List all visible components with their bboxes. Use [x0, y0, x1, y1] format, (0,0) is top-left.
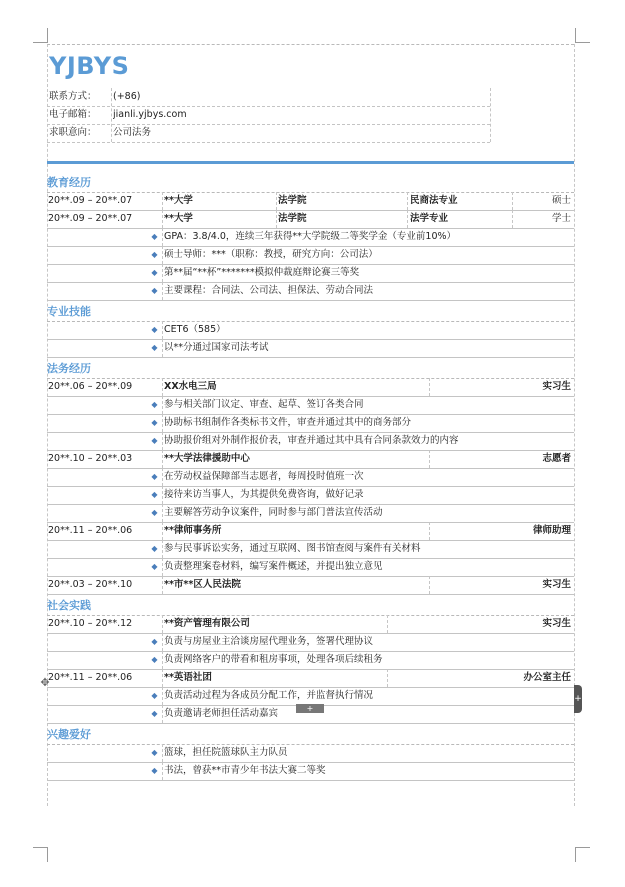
diamond-bullet-icon: ◆: [151, 544, 158, 553]
entry-divider: [162, 378, 163, 396]
contact-row: [47, 124, 574, 142]
entry-divider: [162, 192, 163, 210]
section-title-skills: 专业技能: [47, 305, 91, 318]
header-divider: [47, 161, 574, 164]
bullet-row: [47, 414, 574, 432]
bullet-text: 协助报价组对外制作报价表，审查并通过其中具有合同条款效力的内容: [164, 435, 459, 446]
bullet-text: 在劳动权益保障部当志愿者，每周投时值班一次: [164, 471, 364, 482]
bullet-text: 负责邀请老师担任活动嘉宾: [164, 708, 279, 719]
entry-divider: [162, 615, 163, 633]
bullet-row: [47, 540, 574, 558]
bullet-row: [47, 396, 574, 414]
diamond-bullet-icon: ◆: [151, 418, 158, 427]
contact-value[interactable]: 公司法务: [113, 127, 152, 138]
contact-row: [47, 106, 574, 124]
bullet-text: CET6（585）: [164, 324, 226, 335]
section-title-hobbies: 兴趣爱好: [47, 728, 91, 741]
degree: 学士: [551, 213, 571, 224]
bullet-row: [47, 687, 574, 705]
bullet-divider: [162, 486, 163, 504]
role: 实习生: [542, 618, 571, 629]
bullet-text: GPA：3.8/4.0，连续三年获得**大学院级二等奖学金（专业前10%）: [164, 231, 457, 242]
bullet-row: [47, 633, 574, 651]
role: 办公室主任: [523, 672, 571, 683]
role: 律师助理: [532, 525, 571, 536]
organization: **市**区人民法院: [164, 579, 241, 590]
entry-divider: [276, 192, 277, 210]
contact-label: 电子邮箱：: [49, 109, 97, 120]
bullet-divider: [162, 651, 163, 669]
diamond-bullet-icon: ◆: [151, 286, 158, 295]
organization: **英语社团: [164, 672, 212, 683]
entry-divider: [162, 450, 163, 468]
organization: **律师事务所: [164, 525, 222, 536]
entry-divider: [276, 210, 277, 228]
diamond-bullet-icon: ◆: [151, 400, 158, 409]
bullet-divider: [162, 264, 163, 282]
section-title-education: 教育经历: [47, 176, 91, 189]
insert-row-icon[interactable]: +: [296, 704, 324, 713]
entry-divider: [162, 210, 163, 228]
entry-divider: [407, 210, 408, 228]
organization: **大学法律援助中心: [164, 453, 250, 464]
entry-divider: [512, 210, 513, 228]
entry-divider: [387, 669, 388, 687]
bullet-row: [47, 246, 574, 264]
entry-date: 20**.06 – 20**.09: [48, 381, 133, 392]
bullet-row: [47, 651, 574, 669]
diamond-bullet-icon: ◆: [151, 748, 158, 757]
contact-divider: [111, 88, 112, 142]
bullet-text: 接待来访当事人，为其提供免费咨询，做好记录: [164, 489, 364, 500]
bullet-text: 负责整理案卷材料，编写案件概述，并提出独立意见: [164, 561, 383, 572]
crop-mark-bottom-right: [575, 847, 590, 862]
bullet-row: [47, 339, 574, 357]
entry-divider: [429, 450, 430, 468]
table-resize-handle-icon[interactable]: +: [574, 685, 582, 713]
bullet-divider: [162, 558, 163, 576]
section-title-social: 社会实践: [47, 599, 91, 612]
page-top-border: [47, 44, 574, 45]
entry-date: 20**.03 – 20**.10: [48, 579, 133, 590]
bullet-divider: [162, 321, 163, 339]
bullet-text: 负责活动过程为各成员分配工作，并监督执行情况: [164, 690, 374, 701]
entry-row: [47, 450, 574, 468]
bullet-text: 书法，曾获**市青少年书法大赛二等奖: [164, 765, 326, 776]
major-name: 法学专业: [410, 213, 449, 224]
degree: 硕士: [551, 195, 571, 206]
bullet-divider: [162, 744, 163, 762]
entry-divider: [407, 192, 408, 210]
diamond-bullet-icon: ◆: [151, 343, 158, 352]
bullet-divider: [162, 540, 163, 558]
diamond-bullet-icon: ◆: [151, 472, 158, 481]
entry-date: 20**.10 – 20**.12: [48, 618, 133, 629]
row-line: [47, 723, 574, 724]
bullet-row: [47, 321, 574, 339]
role: 实习生: [542, 381, 571, 392]
entry-row: [47, 192, 574, 210]
section-title-legal: 法务经历: [47, 362, 91, 375]
diamond-bullet-icon: ◆: [151, 691, 158, 700]
bullet-row: [47, 432, 574, 450]
entry-date: 20**.11 – 20**.06: [48, 672, 133, 683]
bullet-text: 主要解答劳动争议案件，同时参与部门普法宣传活动: [164, 507, 383, 518]
diamond-bullet-icon: ◆: [151, 268, 158, 277]
resume-page: [47, 44, 574, 806]
bullet-text: 第**届“**杯”*******模拟仲裁庭辩论赛三等奖: [164, 267, 360, 278]
contact-right: [490, 88, 491, 142]
bullet-row: [47, 282, 574, 300]
bullet-divider: [162, 339, 163, 357]
diamond-bullet-icon: ◆: [151, 232, 158, 241]
row-line: [47, 780, 574, 781]
entry-divider: [162, 669, 163, 687]
crop-mark-bottom-left: [33, 847, 48, 862]
entry-row: [47, 522, 574, 540]
bullet-row: [47, 504, 574, 522]
entry-date: 20**.09 – 20**.07: [48, 195, 133, 206]
diamond-bullet-icon: ◆: [151, 766, 158, 775]
entry-date: 20**.10 – 20**.03: [48, 453, 133, 464]
bullet-row: [47, 762, 574, 780]
entry-row: [47, 669, 574, 687]
bullet-divider: [162, 504, 163, 522]
entry-divider: [162, 576, 163, 594]
row-line: [47, 300, 574, 301]
major-name: 民商法专业: [410, 195, 458, 206]
resume-name: YJBYS: [49, 52, 130, 80]
table-move-handle-icon[interactable]: ✥: [40, 676, 50, 689]
bullet-text: 参与相关部门议定、审查、起草、签订各类合同: [164, 399, 364, 410]
crop-mark-top-left: [33, 28, 48, 43]
contact-row: [47, 88, 574, 106]
contact-value[interactable]: (+86): [113, 91, 141, 102]
role: 实习生: [542, 579, 571, 590]
bullet-divider: [162, 396, 163, 414]
diamond-bullet-icon: ◆: [151, 490, 158, 499]
entry-date: 20**.11 – 20**.06: [48, 525, 133, 536]
row-line: [47, 357, 574, 358]
diamond-bullet-icon: ◆: [151, 637, 158, 646]
college-name: 法学院: [278, 195, 307, 206]
bullet-text: 协助标书组制作各类标书文件，审查并通过其中的商务部分: [164, 417, 412, 428]
entry-row: [47, 576, 574, 594]
role: 志愿者: [542, 453, 571, 464]
bullet-divider: [162, 705, 163, 723]
contact-label: 联系方式：: [49, 91, 97, 102]
crop-mark-top-right: [575, 28, 590, 43]
row-line: [47, 594, 574, 595]
bullet-divider: [162, 633, 163, 651]
bullet-row: [47, 264, 574, 282]
bullet-text: 主要课程：合同法、公司法、担保法、劳动合同法: [164, 285, 374, 296]
diamond-bullet-icon: ◆: [151, 655, 158, 664]
bullet-row: [47, 228, 574, 246]
school-name: **大学: [164, 213, 193, 224]
bullet-divider: [162, 282, 163, 300]
college-name: 法学院: [278, 213, 307, 224]
diamond-bullet-icon: ◆: [151, 325, 158, 334]
bullet-text: 硕士导师：***（职称：教授，研究方向：公司法）: [164, 249, 378, 260]
entry-divider: [387, 615, 388, 633]
bullet-row: [47, 558, 574, 576]
bullet-row: [47, 468, 574, 486]
entry-divider: [162, 522, 163, 540]
organization: **资产管理有限公司: [164, 618, 250, 629]
entry-divider: [429, 576, 430, 594]
bullet-text: 以**分通过国家司法考试: [164, 342, 269, 353]
entry-divider: [429, 522, 430, 540]
organization: XX水电三局: [164, 381, 217, 392]
bullet-text: 负责网络客户的带看和租房事项，处理各项后续租务: [164, 654, 383, 665]
bullet-text: 负责与房屋业主洽谈房屋代理业务，签署代理协议: [164, 636, 374, 647]
diamond-bullet-icon: ◆: [151, 709, 158, 718]
bullet-row: [47, 486, 574, 504]
bullet-divider: [162, 762, 163, 780]
diamond-bullet-icon: ◆: [151, 250, 158, 259]
bullet-divider: [162, 414, 163, 432]
bullet-divider: [162, 228, 163, 246]
diamond-bullet-icon: ◆: [151, 508, 158, 517]
school-name: **大学: [164, 195, 193, 206]
entry-date: 20**.09 – 20**.07: [48, 213, 133, 224]
diamond-bullet-icon: ◆: [151, 436, 158, 445]
bullet-divider: [162, 246, 163, 264]
bullet-divider: [162, 687, 163, 705]
bullet-divider: [162, 468, 163, 486]
contact-label: 求职意向：: [49, 127, 97, 138]
entry-divider: [429, 378, 430, 396]
bullet-text: 参与民事诉讼实务，通过互联网、图书馆查阅与案件有关材料: [164, 543, 421, 554]
contact-line: [47, 142, 490, 143]
entry-row: [47, 378, 574, 396]
diamond-bullet-icon: ◆: [151, 562, 158, 571]
bullet-divider: [162, 432, 163, 450]
contact-value[interactable]: jianli.yjbys.com: [113, 109, 187, 120]
bullet-text: 篮球，担任院篮球队主力队员: [164, 747, 288, 758]
bullet-row: [47, 744, 574, 762]
entry-row: [47, 210, 574, 228]
entry-row: [47, 615, 574, 633]
entry-divider: [512, 192, 513, 210]
